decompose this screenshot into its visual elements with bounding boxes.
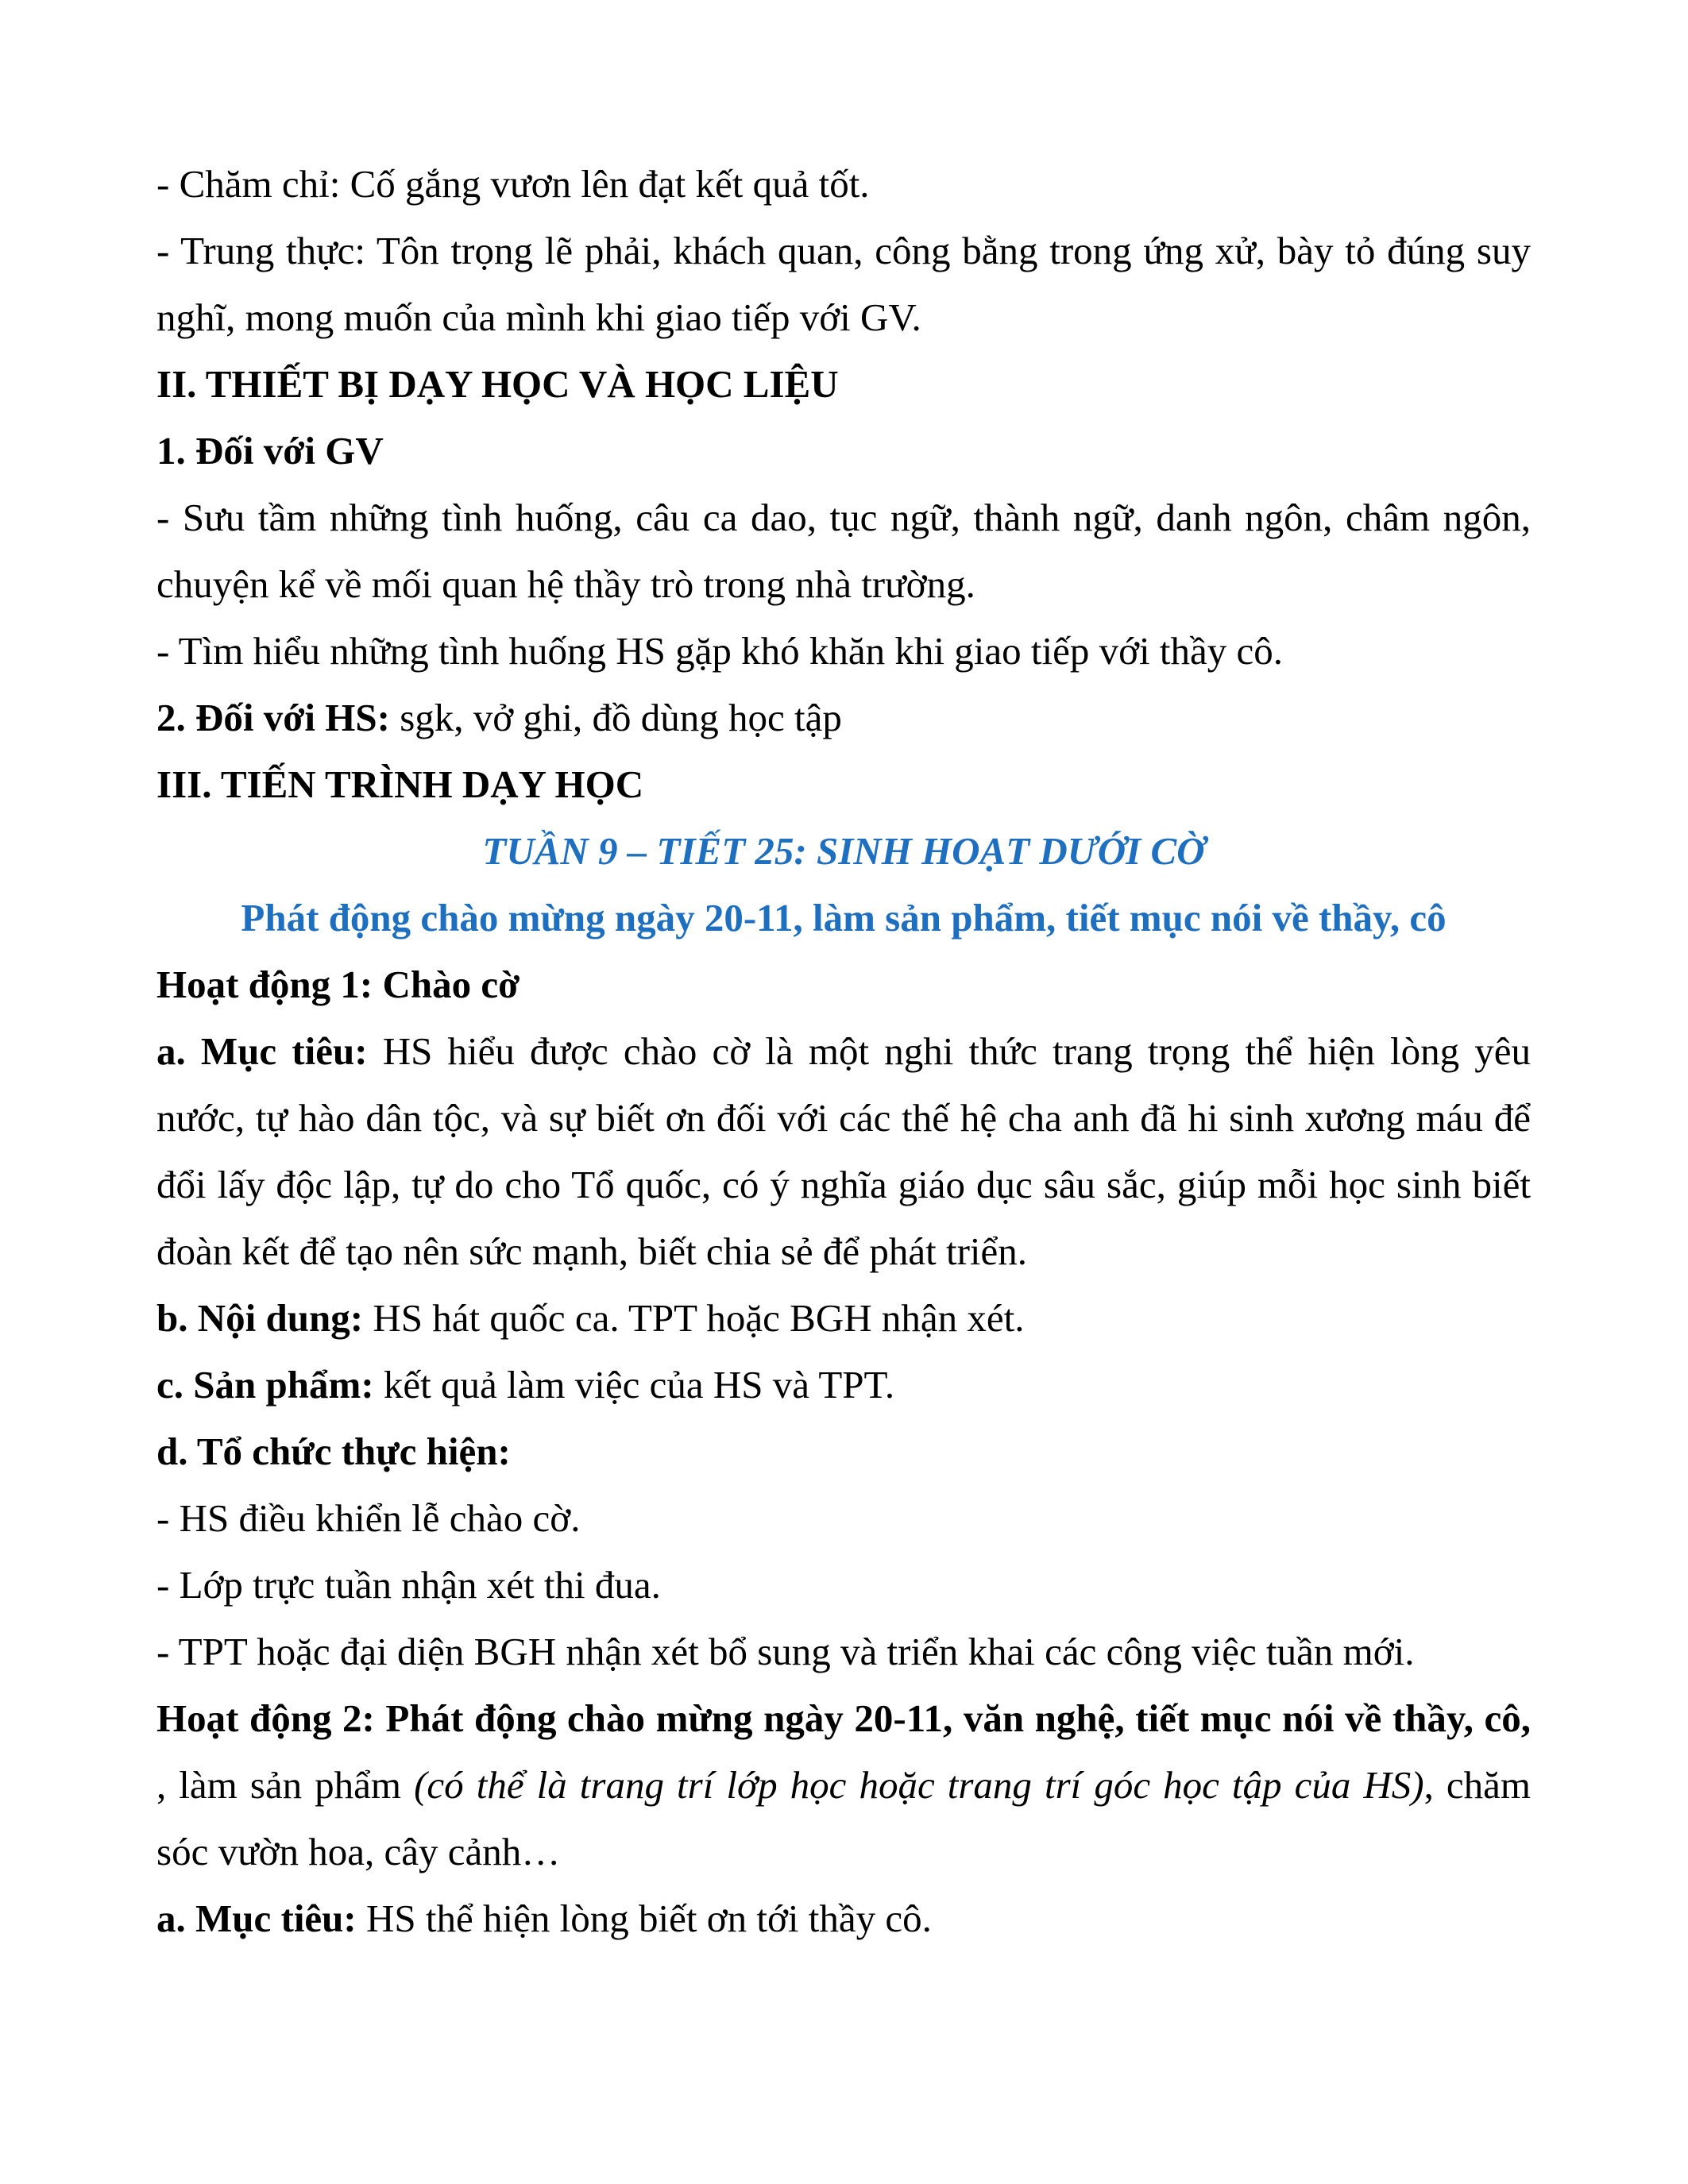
- paragraph-trung-thuc: - Trung thực: Tôn trọng lẽ phải, khách quan, công bằng trong ứng xử, bày tỏ đúng suy nghĩ, mong muốn của mình khi giao tiếp với GV.: [156, 229, 1531, 339]
- text-for-student: sgk, vở ghi, đồ dùng học tập: [389, 696, 842, 739]
- paragraph-teacher-research: - Tìm hiểu những tình huống HS gặp khó khăn khi giao tiếp với thầy cô.: [156, 629, 1283, 673]
- lesson-subtitle: Phát động chào mừng ngày 20-11, làm sản phẩm, tiết mục nói về thầy, cô: [241, 896, 1447, 940]
- activity2-objective-text: HS thể hiện lòng biết ơn tới thầy cô.: [356, 1897, 932, 1940]
- activity1-objective: [156, 1018, 1531, 1285]
- activity1-step-3: - TPT hoặc đại diện BGH nhận xét bổ sung và triển khai các công việc tuần mới.: [156, 1630, 1415, 1673]
- activity1-title: Hoạt động 1: Chào cờ: [156, 963, 520, 1006]
- subheading-for-teacher: 1. Đối với GV: [156, 429, 384, 473]
- activity1-product: [156, 1352, 1531, 1418]
- activity1-step-2: - Lớp trực tuần nhận xét thi đua.: [156, 1563, 661, 1607]
- section-heading-process: III. TIẾN TRÌNH DẠY HỌC: [156, 762, 644, 806]
- document-page: [156, 151, 1531, 1952]
- activity1-content-text: HS hát quốc ca. TPT hoặc BGH nhận xét.: [363, 1296, 1025, 1340]
- activity1-product-label: c. Sản phẩm:: [156, 1363, 374, 1406]
- activity2-objective: [156, 1885, 1531, 1952]
- activity2-objective-label: a. Mục tiêu:: [156, 1897, 357, 1940]
- paragraph-for-student: [156, 685, 1531, 751]
- activity1-content-label: b. Nội dung:: [156, 1296, 364, 1340]
- section-heading-equipment: II. THIẾT BỊ DẠY HỌC VÀ HỌC LIỆU: [156, 362, 839, 406]
- activity1-product-text: kết quả làm việc của HS và TPT.: [373, 1363, 895, 1406]
- activity1-objective-label: a. Mục tiêu:: [156, 1029, 368, 1073]
- activity1-organization-label: d. Tổ chức thực hiện:: [156, 1430, 511, 1473]
- activity1-content: [156, 1285, 1531, 1352]
- label-for-student: 2. Đối với HS:: [156, 696, 390, 739]
- activity2-text-2: , chăm sóc vườn hoa, cây cảnh…: [156, 1763, 1531, 1873]
- activity2-italic-note: (có thể là trang trí lớp học hoặc trang trí góc học tập của HS): [414, 1763, 1424, 1807]
- activity1-objective-text: HS hiểu được chào cờ là một nghi thức trang trọng thể hiện lòng yêu nước, tự hào dân tộc, và sự biết ơn đối với các thế hệ cha anh đã hi sinh xương máu để đổi lấy độc lập, tự do cho Tổ quốc, có ý nghĩa giáo dục sâu sắc, giúp mỗi học sinh biết đoàn kết để tạo nên sức mạnh, biết chia sẻ để phát triển.: [156, 1029, 1531, 1273]
- activity2-title: Hoạt động 2: Phát động chào mừng ngày 20-11, văn nghệ, tiết mục nói về thầy, cô,: [156, 1696, 1531, 1740]
- activity1-step-1: - HS điều khiển lễ chào cờ.: [156, 1496, 581, 1540]
- activity2-paragraph: [156, 1685, 1531, 1885]
- week-title: TUẦN 9 – TIẾT 25: SINH HOẠT DƯỚI CỜ: [482, 829, 1205, 873]
- activity2-text-1: , làm sản phẩm: [156, 1763, 415, 1807]
- paragraph-teacher-collect: - Sưu tầm những tình huống, câu ca dao, tục ngữ, thành ngữ, danh ngôn, châm ngôn, chuyện kể về mối quan hệ thầy trò trong nhà trường.: [156, 496, 1531, 606]
- paragraph-cham-chi: - Chăm chỉ: Cố gắng vươn lên đạt kết quả tốt.: [156, 162, 870, 206]
